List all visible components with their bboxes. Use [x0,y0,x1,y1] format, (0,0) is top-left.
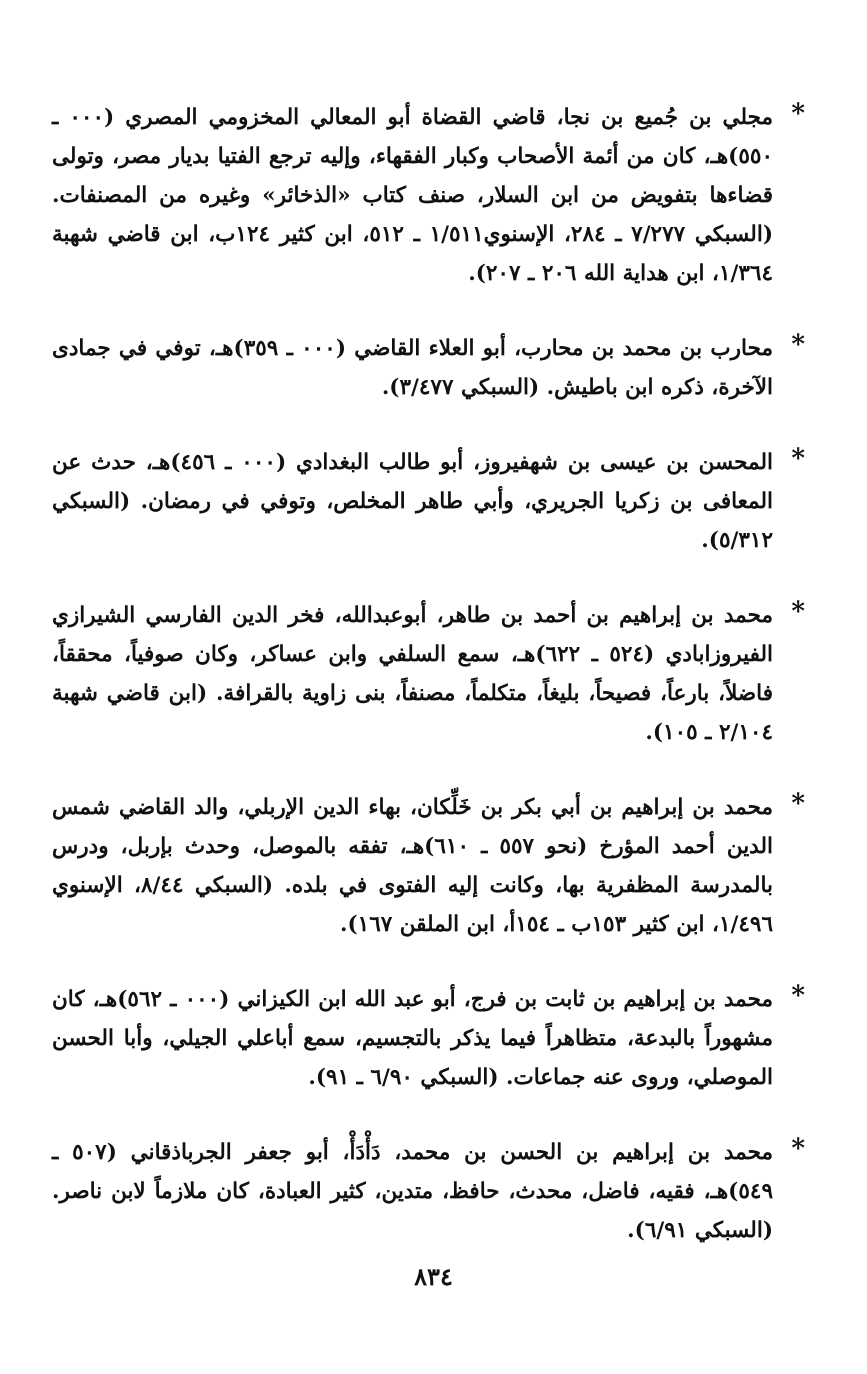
biography-entry [52,443,805,560]
entry-text: محمد بن إبراهيم بن ثابت بن فرج، أبو عبد الله ابن الكيزاني (٠٠٠ ـ ٥٦٢)هـ، كان مشهوراً بالبدعة، متظاهراً فيما يذكر بالتجسيم، سمع أباعلي الجيلي، وأبا الحسن الموصلي، وروى عنه جماعات. (السبكي ٦/٩٠ ـ ٩١). [52,987,773,1090]
entry-star-marker: * [791,597,805,627]
entry-star-marker: * [791,981,805,1011]
biography-entries [52,98,805,1250]
entry-star-marker: * [791,789,805,819]
biography-entry [52,329,805,407]
biography-entry [52,98,805,293]
entry-star-marker: * [791,444,805,474]
biography-entry [52,1133,805,1250]
entry-star-marker: * [791,1134,805,1164]
entry-star-marker: * [791,330,805,360]
entry-text: محمد بن إبراهيم بن أبي بكر بن خَلِّكان، بهاء الدين الإربلي، والد القاضي شمس الدين أحمد المؤرخ (نحو ٥٥٧ ـ ٦١٠)هـ، تفقه بالموصل، وحدث بإربل، ودرس بالمدرسة المظفرية بها، وكانت إليه الفتوى في بلده. (السبكي ٨/٤٤، الإسنوي ١/٤٩٦، ابن كثير ١٥٣ب ـ ١٥٤أ، ابن الملقن ١٦٧). [52,795,773,937]
biography-entry [52,788,805,944]
entry-star-marker: * [791,99,805,129]
entry-text: محمد بن إبراهيم بن أحمد بن طاهر، أبوعبدالله، فخر الدين الفارسي الشيرازي الفيروزابادي (٥٢٤ ـ ٦٢٢)هـ، سمع السلفي وابن عساكر، وكان صوفياً، محققاً، فاضلاً، بارعاً، فصيحاً، بليغاً، متكلماً، مصنفاً، بنى زاوية بالقرافة. (ابن قاضي شهبة ٢/١٠٤ ـ ١٠٥). [52,603,773,745]
page-number: ٨٣٤ [414,1262,453,1291]
entry-text: المحسن بن عيسى بن شهفيروز، أبو طالب البغدادي (٠٠٠ ـ ٤٥٦)هـ، حدث عن المعافى بن زكريا الجريري، وأبي طاهر المخلص، وتوفي في رمضان. (السبكي ٥/٣١٢). [52,450,773,553]
entry-text: محارب بن محمد بن محارب، أبو العلاء القاضي (٠٠٠ ـ ٣٥٩)هـ، توفي في جمادى الآخرة، ذكره ابن باطيش. (السبكي ٣/٤٧٧). [52,336,773,400]
entry-text: محمد بن إبراهيم بن الحسن بن محمد، دَأْدَأْ، أبو جعفر الجرباذقاني (٥٠٧ ـ ٥٤٩)هـ، فقيه، فاضل، محدث، حافظ، متدين، كثير العبادة، كان ملازماً لابن ناصر. (السبكي ٦/٩١). [52,1140,774,1243]
biography-entry [52,596,805,752]
entry-text: مجلي بن جُميع بن نجا، قاضي القضاة أبو المعالي المخزومي المصري (٠٠٠ ـ ٥٥٠)هـ، كان من أئمة الأصحاب وكبار الفقهاء، وإليه ترجع الفتيا بديار مصر، وتولى قضاءها بتفويض من ابن السلار، صنف كتاب «الذخائر» وغيره من المصنفات. (السبكي ٧/٢٧٧ ـ ٢٨٤، الإسنوي١/٥١١ ـ ٥١٢، ابن كثير ١٢٤ب، ابن قاضي شهبة ١/٣٦٤، ابن هداية الله ٢٠٦ ـ ٢٠٧). [52,105,773,286]
biography-entry [52,980,805,1097]
